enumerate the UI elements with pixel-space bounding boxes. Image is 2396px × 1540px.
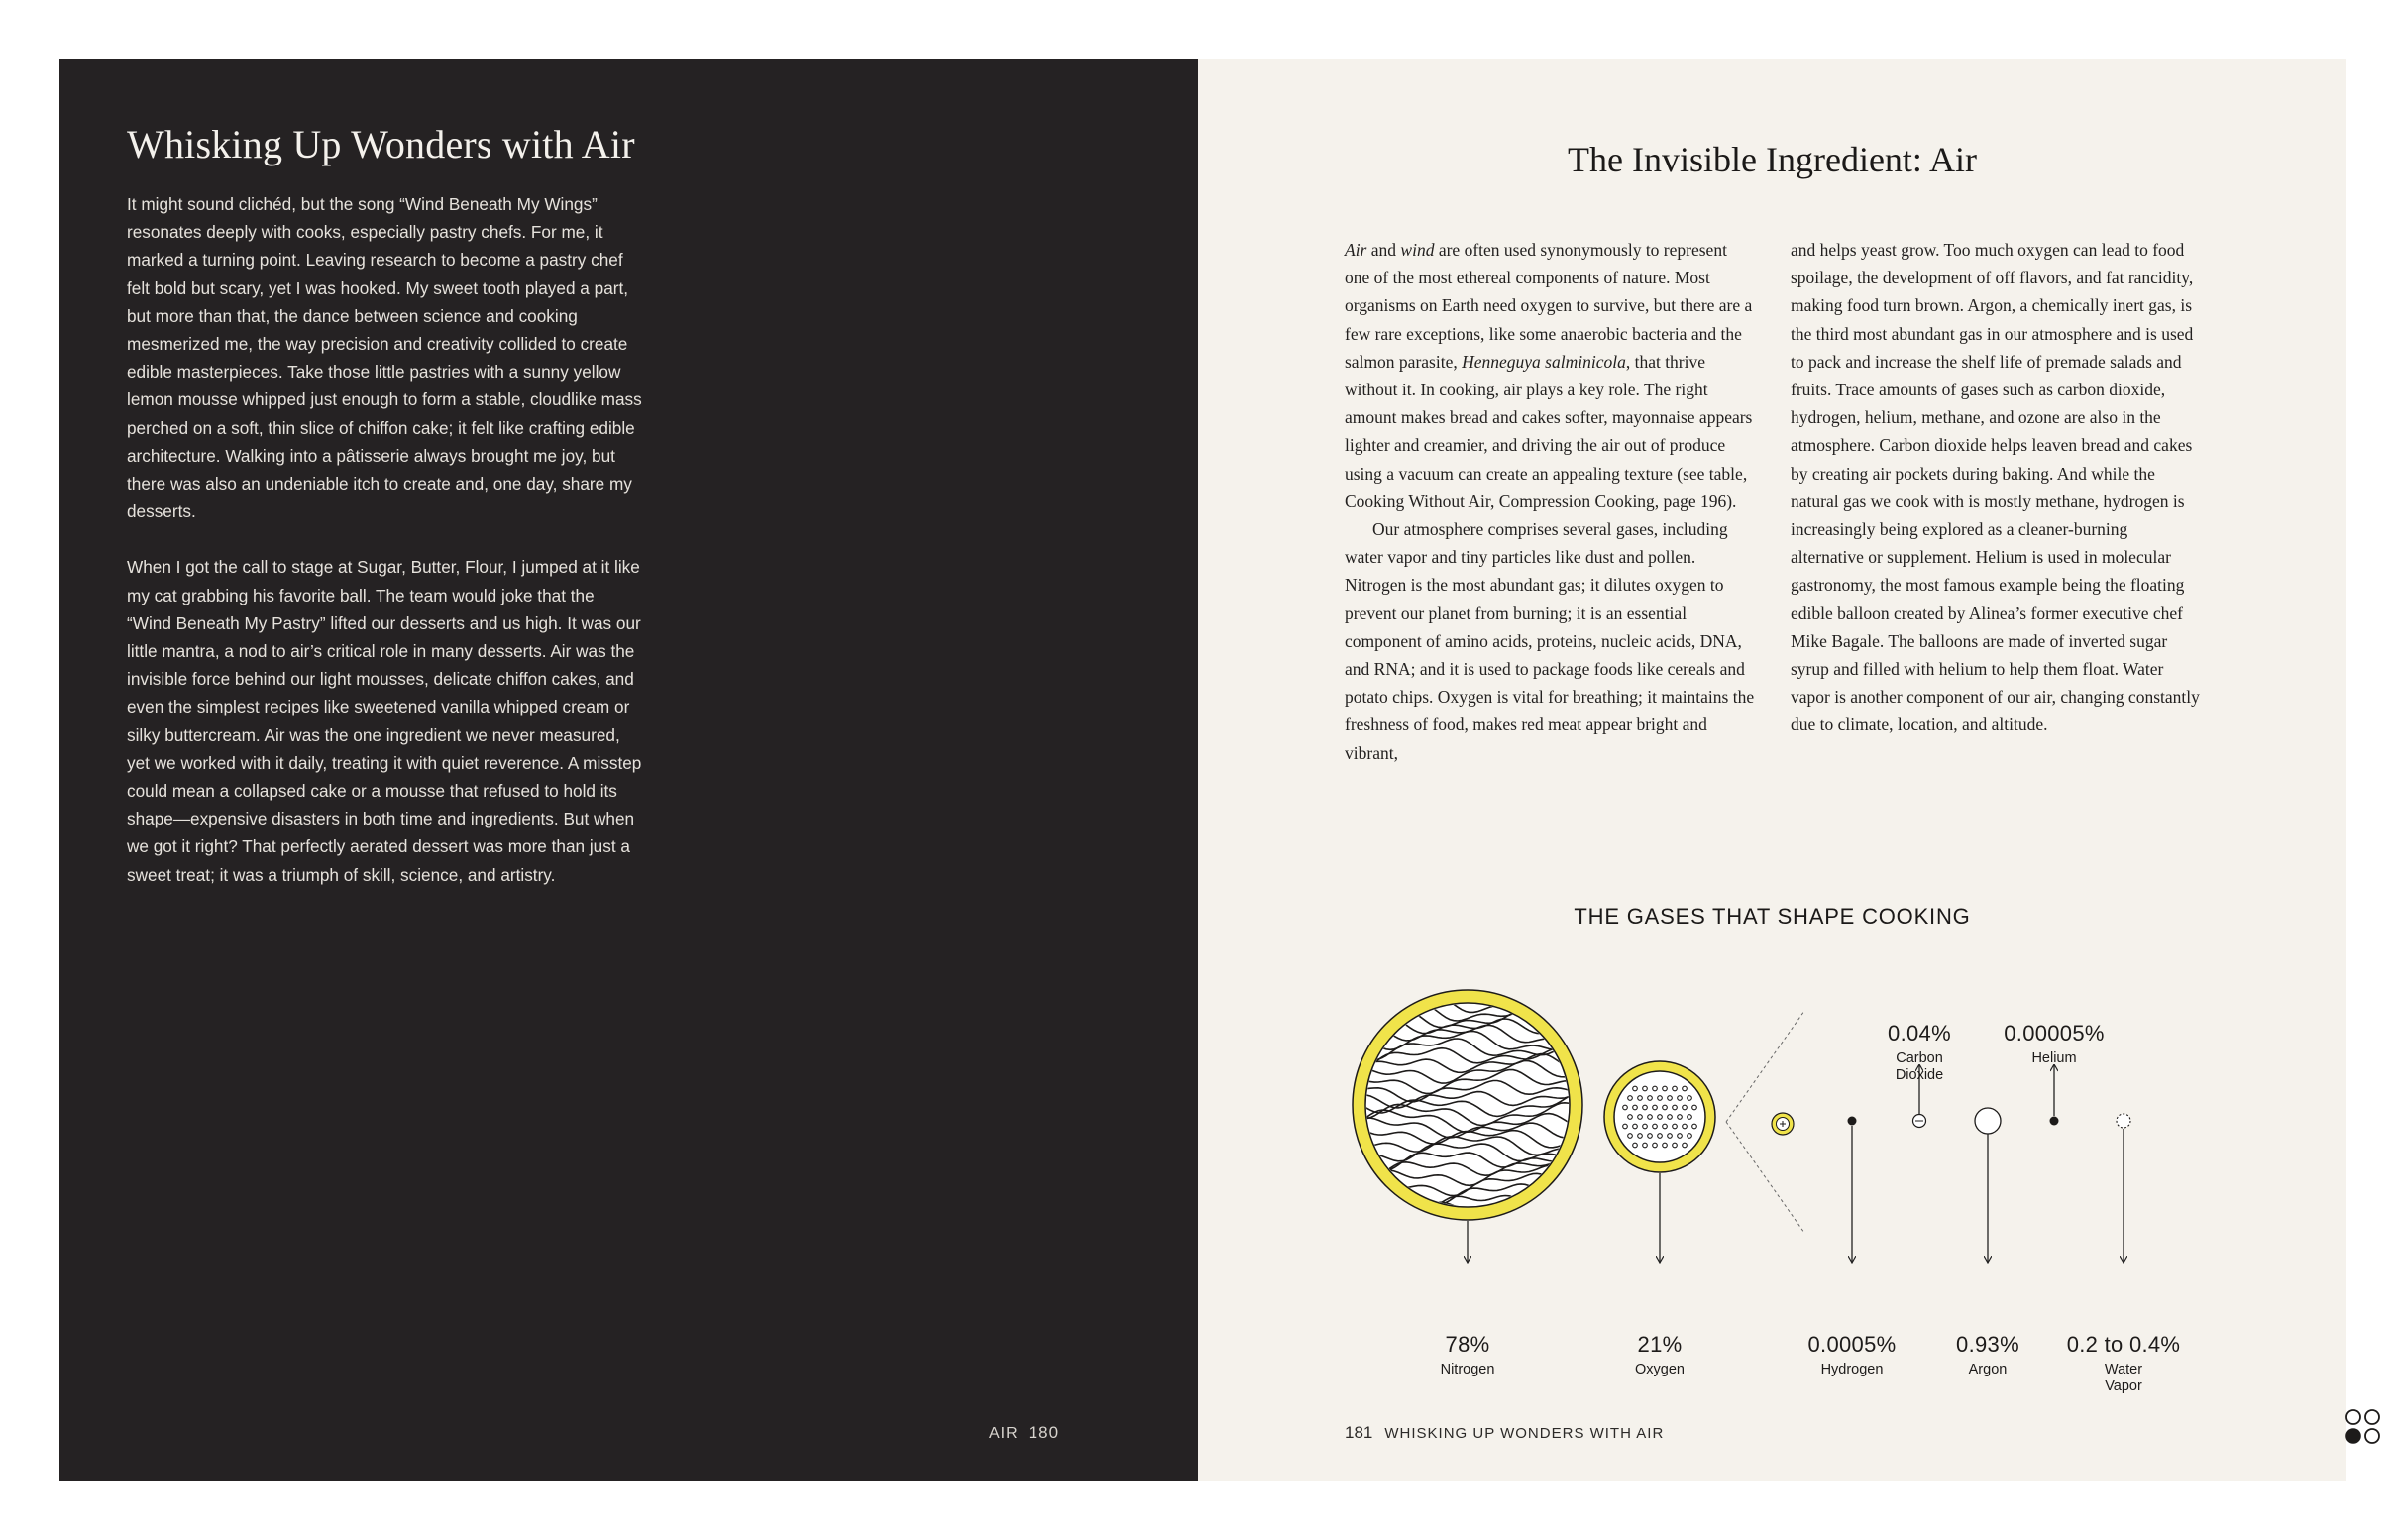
water-vapor-marker bbox=[2117, 1114, 2130, 1263]
page-number: 181 bbox=[1345, 1423, 1373, 1442]
water-vapor-label: 0.2 to 0.4% Water Vapor bbox=[2066, 1332, 2181, 1394]
paragraph: Our atmosphere comprises several gases, including water vapor and tiny particles like dust and pollen. Nitrogen is the most abundant gas; it dilutes oxygen to prevent our planet from burning; it is an essential component of amino acids, proteins, nucleic acids, DNA, and RNA; and it is used to package foods like cereals and potato chips. Oxygen is vital for breathing; it maintains the freshness of food, makes red meat appear bright and vibrant, bbox=[1345, 519, 1755, 763]
folio-section: AIR bbox=[989, 1425, 1019, 1442]
helium-label: 0.00005% Helium bbox=[2004, 1021, 2105, 1066]
paragraph: and helps yeast grow. Too much oxygen can lead to food spoilage, the development of off flavors, and fat rancidity, making food turn brown. Argon, a chemically inert gas, is the third most abundant gas in our atmosphere and is used to pack and increase the shelf life of premade salads and fruits. Trace amounts of gases such as carbon dioxide, hydrogen, helium, methane, and ozone are also in the atmosphere. Carbon dioxide helps leaven bread and cakes by creating air pockets during baking. And while the natural gas we cook with is mostly methane, hydrogen is increasingly being explored as a cleaner-burning alternative or supplement. Helium is used in molecular gastronomy, the most famous example being the floating edible balloon created by Alinea’s former executive chef Mike Bagale. The balloons are made of inverted sugar syrup and filled with helium to help them float. Water vapor is another component of our air, changing constantly due to climate, location, and altitude. bbox=[1791, 240, 2200, 735]
hydrogen-label: 0.0005% Hydrogen bbox=[1807, 1332, 1897, 1377]
paragraph: It might sound clichéd, but the song “Wind Beneath My Wings” resonates deeply with cooks, especially pastry chefs. For me, it marked a turning point. Leaving research to become a pastry chef felt bold but scary, yet I was hooked. My sweet tooth played a part, but more than that, the dance between science and cooking mesmerized me, the way precision and creativity collided to create edible masterpieces. Take those little pastries with a sunny yellow lemon mousse whipped just enough to form a stable, cloudlike mass perched on a soft, thin slice of chiffon cake; it felt like crafting edible architecture. Walking into a pâtisserie always brought me joy, but there was also an undeniable itch to create and, one day, share my desserts. bbox=[127, 194, 642, 522]
zoom-line-bottom bbox=[1726, 1122, 1804, 1233]
emphasis: Air bbox=[1345, 240, 1367, 260]
folio-right bbox=[1345, 1423, 1664, 1443]
zoom-line-top bbox=[1726, 1011, 1804, 1122]
chapter-title: Whisking Up Wonders with Air bbox=[127, 122, 635, 166]
paragraph: When I got the call to stage at Sugar, Butter, Flour, I jumped at it like my cat grabbing his favorite ball. The team would joke that the “Wind Beneath My Pastry” lifted our desserts and us high. It was our little mantra, a nod to air’s critical role in many desserts. Air was the invisible force behind our light mousses, delicate chiffon cakes, and even the simplest recipes like sweetened vanilla whipped cream or silky buttercream. Air was the one ingredient we never measured, yet we worked with it daily, treating it with quiet reverence. A misstep could mean a collapsed cake or a mousse that refused to hold its shape—expensive disasters in both time and ingredients. But when we got it right? That perfectly aerated dessert was more than just a sweet treat; it was a triumph of skill, science, and artistry. bbox=[127, 557, 642, 885]
oxygen-label: 21% Oxygen bbox=[1635, 1332, 1685, 1377]
infographic-title: THE GASES THAT SHAPE COOKING bbox=[1574, 904, 1971, 929]
left-body-text bbox=[127, 190, 642, 917]
page-number: 180 bbox=[1028, 1423, 1060, 1442]
emphasis: Henneguya salminicola bbox=[1462, 351, 1626, 372]
nitrogen-label: 78% Nitrogen bbox=[1440, 1332, 1495, 1377]
helium-marker bbox=[2050, 1065, 2059, 1126]
section-title: The Invisible Ingredient: Air bbox=[1568, 140, 1977, 179]
hydrogen-marker bbox=[1848, 1117, 1857, 1264]
gases-infographic bbox=[1198, 59, 2346, 1481]
oxygen-circle bbox=[1604, 1061, 1715, 1172]
argon-label: 0.93% Argon bbox=[1956, 1332, 2019, 1377]
zoom-marker bbox=[1772, 1113, 1794, 1135]
paragraph: Air and wind are often used synonymously to represent one of the most ethereal components of nature. Most organisms on Earth need oxygen to survive, but there are a few rare exceptions, like some anaerobic bacteria and the salmon parasite, Henneguya salminicola, that thrive without it. In cooking, air plays a key role. The right amount makes bread and cakes softer, mayonnaise appears lighter and creamier, and driving the air out of produce using a vacuum can create an appealing texture (see table, Cooking Without Air, Compression Cooking, page 196). bbox=[1345, 240, 1753, 511]
right-page bbox=[1198, 59, 2346, 1481]
four-circles-icon bbox=[2343, 1407, 2383, 1447]
carbon-dioxide-label: 0.04% Carbon Dioxide bbox=[1888, 1021, 1951, 1083]
argon-marker bbox=[1973, 1106, 2003, 1263]
folio-section: WHISKING UP WONDERS WITH AIR bbox=[1384, 1425, 1665, 1442]
emphasis: wind bbox=[1400, 240, 1435, 260]
left-page bbox=[59, 59, 1198, 1481]
folio-left bbox=[989, 1423, 1059, 1443]
book-spread bbox=[59, 59, 2346, 1481]
